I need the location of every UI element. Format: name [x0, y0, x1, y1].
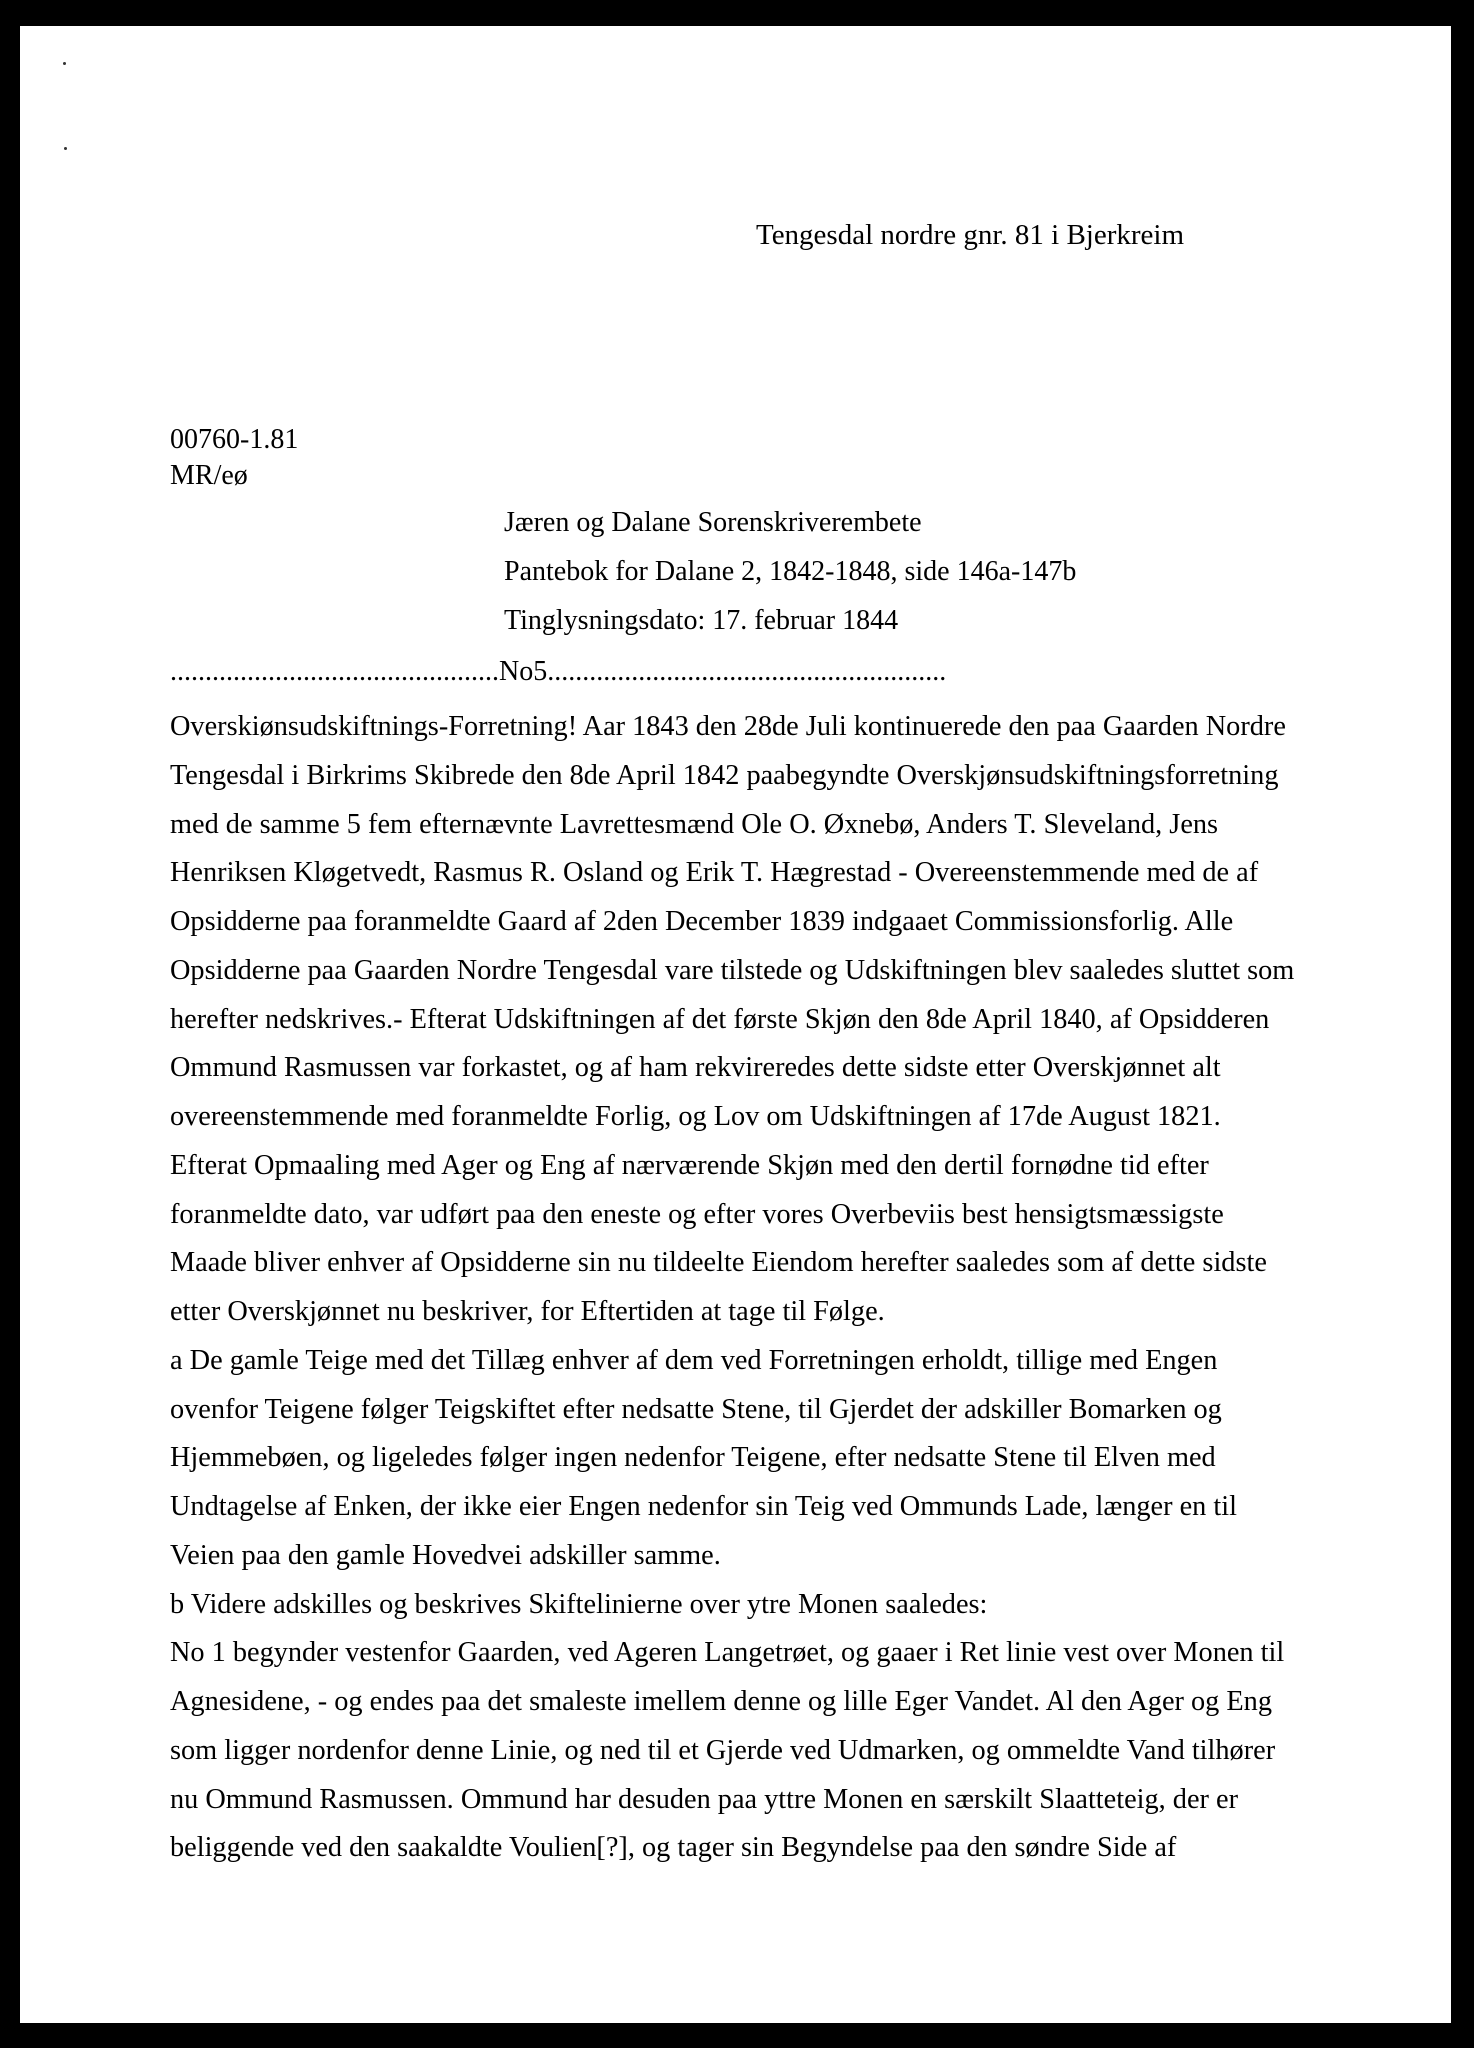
- separator-dots-left: ...............................................: [170, 656, 499, 687]
- text-line: Henriksen Kløgetvedt, Rasmus R. Osland og Erik T. Hægrestad - Overeenstemmende med de af: [170, 857, 1259, 889]
- text-line: Maade bliver enhver af Opsidderne sin nu tildeelte Eiendom herefter saaledes som af dette sidste: [170, 1247, 1267, 1279]
- reference-code: 00760-1.81: [170, 424, 299, 455]
- text-line: Veien paa den gamle Hovedvei adskiller samme.: [170, 1539, 721, 1571]
- source-office: Jæren og Dalane Sorenskriverembete: [504, 507, 922, 538]
- text-line: Opsidderne paa foranmeldte Gaard af 2den December 1839 indgaaet Commissionsforlig. Alle: [170, 906, 1234, 937]
- text-line: herefter nedskrives.- Efterat Udskiftningen af det første Skjøn den 8de April 1840, af Opsidderen: [170, 1003, 1270, 1035]
- text-line: Tengesdal i Birkrims Skibrede den 8de April 1842 paabegyndte Overskjønsudskiftningsforretning: [170, 759, 1279, 791]
- text-line: Undtagelse af Enken, der ikke eier Engen nedenfor sin Teig ved Ommunds Lade, længer en til: [170, 1491, 1237, 1522]
- registration-date: Tinglysningsdato: 17. februar 1844: [504, 605, 899, 636]
- text-line: Efterat Opmaaling med Ager og Eng af nærværende Skjøn med den dertil fornødne tid efter: [170, 1149, 1209, 1181]
- text-line: Hjemmebøen, og ligeledes følger ingen nedenfor Teigene, efter nedsatte Stene til Elven med: [170, 1442, 1216, 1474]
- separator-dots-right: .........................................................: [547, 656, 947, 687]
- document-page: [20, 26, 1451, 2023]
- text-line: som ligger nordenfor denne Linie, og ned til et Gjerde ved Udmarken, og ommeldte Vand tilhører: [170, 1734, 1276, 1766]
- text-line: ovenfor Teigene følger Teigskiftet efter nedsatte Stene, til Gjerdet der adskiller Bomarken og: [170, 1393, 1222, 1425]
- source-book: Pantebok for Dalane 2, 1842-1848, side 146a-147b: [504, 556, 1077, 587]
- scan-speck: [64, 147, 67, 150]
- text-line: med de samme 5 fem efternævnte Lavrettesmænd Ole O. Øxnebø, Anders T. Sleveland, Jens: [170, 808, 1219, 840]
- text-line: b Videre adskilles og beskrives Skiftelinierne over ytre Monen saaledes:: [170, 1588, 988, 1620]
- text-line: a De gamle Teige med det Tillæg enhver af dem ved Forretningen erholdt, tillige med Engen: [170, 1344, 1218, 1376]
- text-line: nu Ommund Rasmussen. Ommund har desuden paa yttre Monen en særskilt Slaatteteig, der er: [170, 1783, 1239, 1815]
- reference-initials: MR/eø: [170, 460, 248, 491]
- text-line: No 1 begynder vestenfor Gaarden, ved Ageren Langetrøet, og gaaer i Ret linie vest over Monen til: [170, 1637, 1285, 1669]
- transcription-body: [170, 703, 1320, 1873]
- text-line: Ommund Rasmussen var forkastet, og af ham rekvireredes dette sidste etter Overskjønnet alt: [170, 1052, 1221, 1084]
- scan-speck: [63, 62, 66, 65]
- document-title: Tengesdal nordre gnr. 81 i Bjerkreim: [756, 219, 1185, 251]
- text-line: Opsidderne paa Gaarden Nordre Tengesdal vare tilstede og Udskiftningen blev saaledes sluttet som: [170, 954, 1295, 986]
- text-line: Agnesidene, - og endes paa det smaleste imellem denne og lille Eger Vandet. Al den Ager og Eng: [170, 1686, 1272, 1717]
- entry-separator: [170, 656, 1280, 696]
- text-line: beliggende ved den saakaldte Voulien[?], og tager sin Begyndelse paa den søndre Side af: [170, 1832, 1177, 1864]
- text-line: foranmeldte dato, var udført paa den eneste og efter vores Overbeviis best hensigtsmæssigste: [170, 1198, 1224, 1230]
- text-line: etter Overskjønnet nu beskriver, for Eftertiden at tage til Følge.: [170, 1296, 885, 1327]
- entry-number: No5: [499, 656, 548, 687]
- text-line: Overskiønsudskiftnings-Forretning! Aar 1843 den 28de Juli kontinuerede den paa Gaarden Nordre: [170, 711, 1286, 742]
- text-line: overeenstemmende med foranmeldte Forlig, og Lov om Udskiftningen af 17de August 1821.: [170, 1101, 1221, 1132]
